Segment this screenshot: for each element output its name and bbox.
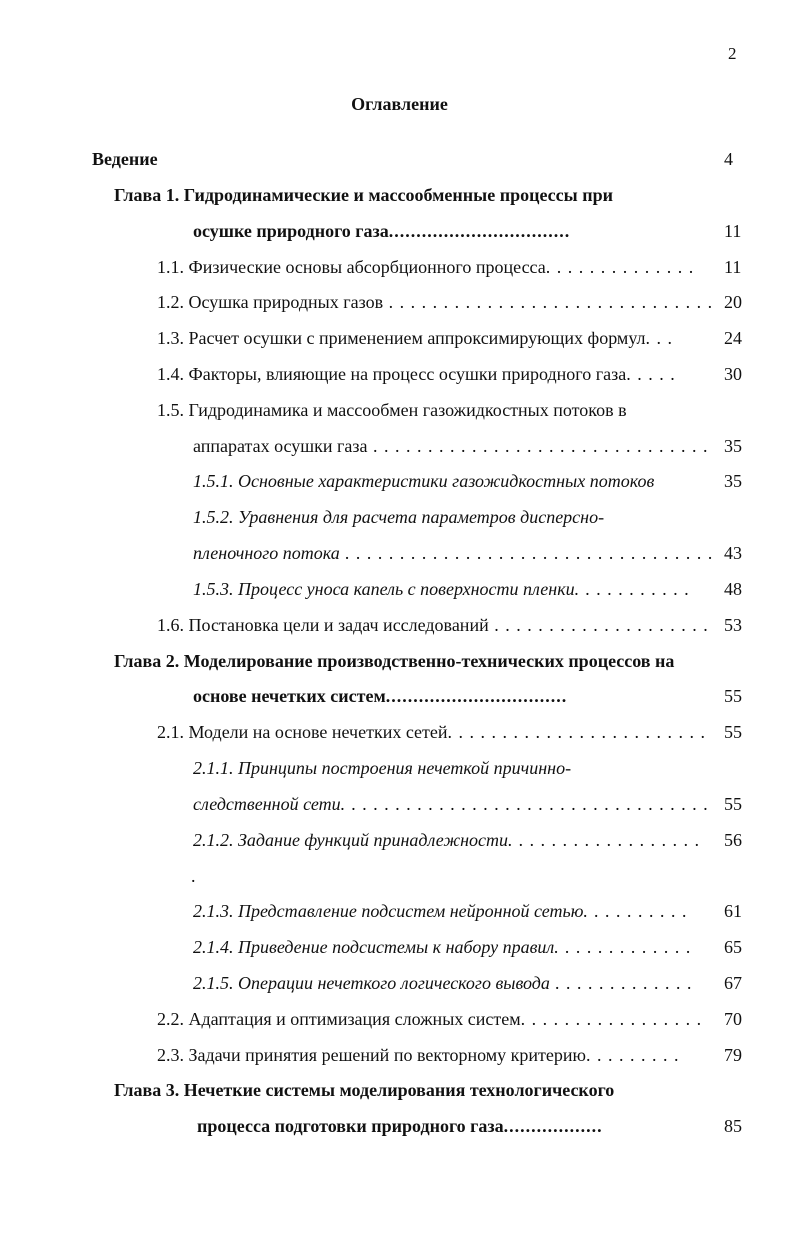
dot-leader: . . .	[645, 328, 674, 348]
toc-page: 11	[724, 257, 742, 277]
toc-number: 1.3.	[157, 328, 184, 348]
toc-page: 35	[724, 436, 742, 456]
toc-page: 24	[724, 328, 742, 348]
toc-page: 43	[724, 543, 742, 563]
toc-entry-chapter-2-cont[interactable]	[193, 684, 567, 708]
toc-text: следственной сети	[193, 794, 341, 814]
dot-leader: . . . . . . . . . . . . . . . . .	[520, 1009, 703, 1029]
dot-leader: . . . . . . . . . . . . .	[549, 973, 693, 993]
toc-text: 1.5.1. Основные характеристики газожидкостных потоков	[193, 471, 655, 491]
dot-leader: . . . . . . . . . . . . . . . . . . . . . . . . . . . . . . . . . .	[340, 794, 710, 814]
dot-leader: ..................	[503, 1116, 603, 1136]
dot-leader: . . . . .	[626, 364, 676, 384]
toc-text: 2.1.2. Задание функций принадлежности	[193, 830, 508, 850]
toc-text: Расчет осушки с применением аппроксимирующих формул	[188, 328, 646, 348]
toc-entry-2-1-1-cont[interactable]	[193, 792, 709, 816]
toc-entry-chapter-1-cont[interactable]	[193, 219, 570, 243]
toc-text: пленочного потока	[193, 543, 340, 563]
toc-entry-2-1[interactable]	[157, 720, 706, 744]
toc-text: Ведение	[92, 149, 158, 169]
dot-leader: . . . . . . . . . . . . . . . . . . . . . . . .	[447, 722, 707, 742]
toc-text: 2.1.1. Принципы построения нечеткой причинно-	[193, 758, 572, 778]
toc-number: Глава 1.	[114, 185, 180, 205]
dot-leader: . . . . . . . . . . . . . . . . . . . . . . . . . . . . . . . . . .	[339, 543, 714, 563]
toc-entry-2-3[interactable]	[157, 1043, 679, 1067]
toc-page: 20	[724, 292, 742, 312]
toc-entry-1-5-2[interactable]	[193, 505, 604, 529]
toc-text: 1.5.3. Процесс уноса капель с поверхности пленки	[193, 579, 575, 599]
toc-entry-1-5[interactable]	[157, 398, 627, 422]
toc-entry-chapter-3-cont[interactable]	[197, 1114, 603, 1138]
toc-entry-2-1-4[interactable]	[193, 935, 692, 959]
toc-number: 2.3.	[157, 1045, 184, 1065]
toc-number: 1.6.	[157, 615, 184, 635]
toc-text: 1.5.2. Уравнения для расчета параметров дисперсно-	[193, 507, 605, 527]
toc-text: Осушка природных газов	[188, 292, 384, 312]
toc-page: 30	[724, 364, 742, 384]
toc-number: 2.2.	[157, 1009, 184, 1029]
toc-text: Задачи принятия решений по векторному критерию	[188, 1045, 586, 1065]
toc-page: 35	[724, 471, 742, 491]
toc-entry-2-1-2[interactable]	[193, 828, 701, 852]
toc-text: основе нечетких систем	[193, 686, 386, 706]
toc-entry-2-2[interactable]	[157, 1007, 702, 1031]
toc-page: 11	[724, 221, 742, 241]
stray-dot: .	[191, 866, 196, 886]
toc-text: аппаратах осушки газа	[193, 436, 368, 456]
toc-text: Гидродинамические и массообменные процессы при	[183, 185, 613, 205]
toc-number: 1.2.	[157, 292, 184, 312]
toc-entry-1-6[interactable]	[157, 613, 709, 637]
toc-page: 56	[724, 830, 742, 850]
toc-text: процесса подготовки природного газа	[197, 1116, 504, 1136]
toc-number: Глава 2.	[114, 651, 180, 671]
toc-page: 55	[724, 794, 742, 814]
dot-leader: . . . . . . . . . . .	[574, 579, 691, 599]
toc-entry-chapter-1[interactable]	[114, 183, 613, 207]
toc-text: 2.1.5. Операции нечеткого логического вывода	[193, 973, 550, 993]
toc-page: 67	[724, 973, 742, 993]
toc-text: Факторы, влияющие на процесс осушки природного газа	[188, 364, 627, 384]
toc-text: 2.1.3. Представление подсистем нейронной сетью	[193, 901, 584, 921]
toc-page: 55	[724, 686, 742, 706]
dot-leader: .................................	[388, 221, 571, 241]
dot-leader: . . . . . . . . . . . . . . . . . . . . . . . . . . . . . .	[383, 292, 714, 312]
toc-text: осушке природного газа	[193, 221, 389, 241]
toc-entry-1-5-2-cont[interactable]	[193, 541, 714, 565]
toc-text: Модели на основе нечетких сетей	[188, 722, 448, 742]
toc-page: 65	[724, 937, 742, 957]
toc-page: 85	[724, 1116, 742, 1136]
toc-entry-chapter-3[interactable]	[114, 1078, 614, 1102]
toc-page: 55	[724, 722, 742, 742]
toc-entry-chapter-2[interactable]	[114, 649, 674, 673]
dot-leader: .................................	[385, 686, 568, 706]
toc-text: Постановка цели и задач исследований	[188, 615, 489, 635]
toc-entry-2-1-1[interactable]	[193, 756, 571, 780]
dot-leader: . . . . . . . . . . . . . . . . . .	[508, 830, 701, 850]
toc-entry-1-1[interactable]	[157, 255, 694, 279]
toc-text: Физические основы абсорбционного процесса	[188, 257, 546, 277]
toc-page: 79	[724, 1045, 742, 1065]
toc-text: Адаптация и оптимизация сложных систем	[188, 1009, 521, 1029]
toc-page: 61	[724, 901, 742, 921]
toc-entry-2-1-3[interactable]	[193, 899, 688, 923]
dot-leader: . . . . . . . . . . . . . .	[545, 257, 695, 277]
dot-leader: . . . . . . . . . . . . . . . . . . . . . . . . . . . . . . .	[367, 436, 709, 456]
toc-number: Глава 3.	[114, 1080, 180, 1100]
toc-entry-1-2[interactable]	[157, 290, 713, 314]
toc-entry-1-5-1[interactable]	[193, 469, 654, 493]
dot-leader: . . . . . . . . . . . . . . . . . . . .	[488, 615, 709, 635]
toc-number: 1.1.	[157, 257, 184, 277]
toc-entry-1-5-3[interactable]	[193, 577, 690, 601]
toc-entry-introduction[interactable]	[92, 147, 158, 171]
page-number: 2	[728, 44, 737, 63]
toc-number: 1.5.	[157, 400, 184, 420]
dot-leader: . . . . . . . . . .	[583, 901, 688, 921]
toc-text: Моделирование производственно-технических процессов на	[183, 651, 675, 671]
toc-text: 2.1.4. Приведение подсистемы к набору правил	[193, 937, 555, 957]
toc-page: 53	[724, 615, 742, 635]
toc-entry-1-5-cont[interactable]	[193, 434, 709, 458]
toc-page: 48	[724, 579, 742, 599]
toc-number: 1.4.	[157, 364, 184, 384]
page-title: Оглавление	[351, 94, 448, 114]
toc-page: 4	[724, 149, 733, 169]
dot-leader: . . . . . . . . . . . . .	[554, 937, 692, 957]
toc-page: 70	[724, 1009, 742, 1029]
toc-entry-1-4[interactable]	[157, 362, 676, 386]
dot-leader: . . . . . . . . .	[585, 1045, 680, 1065]
toc-text: Нечеткие системы моделирования технологического	[183, 1080, 615, 1100]
toc-text: Гидродинамика и массообмен газожидкостных потоков в	[188, 400, 627, 420]
toc-entry-1-3[interactable]	[157, 326, 673, 350]
toc-entry-2-1-5[interactable]	[193, 971, 693, 995]
toc-number: 2.1.	[157, 722, 184, 742]
